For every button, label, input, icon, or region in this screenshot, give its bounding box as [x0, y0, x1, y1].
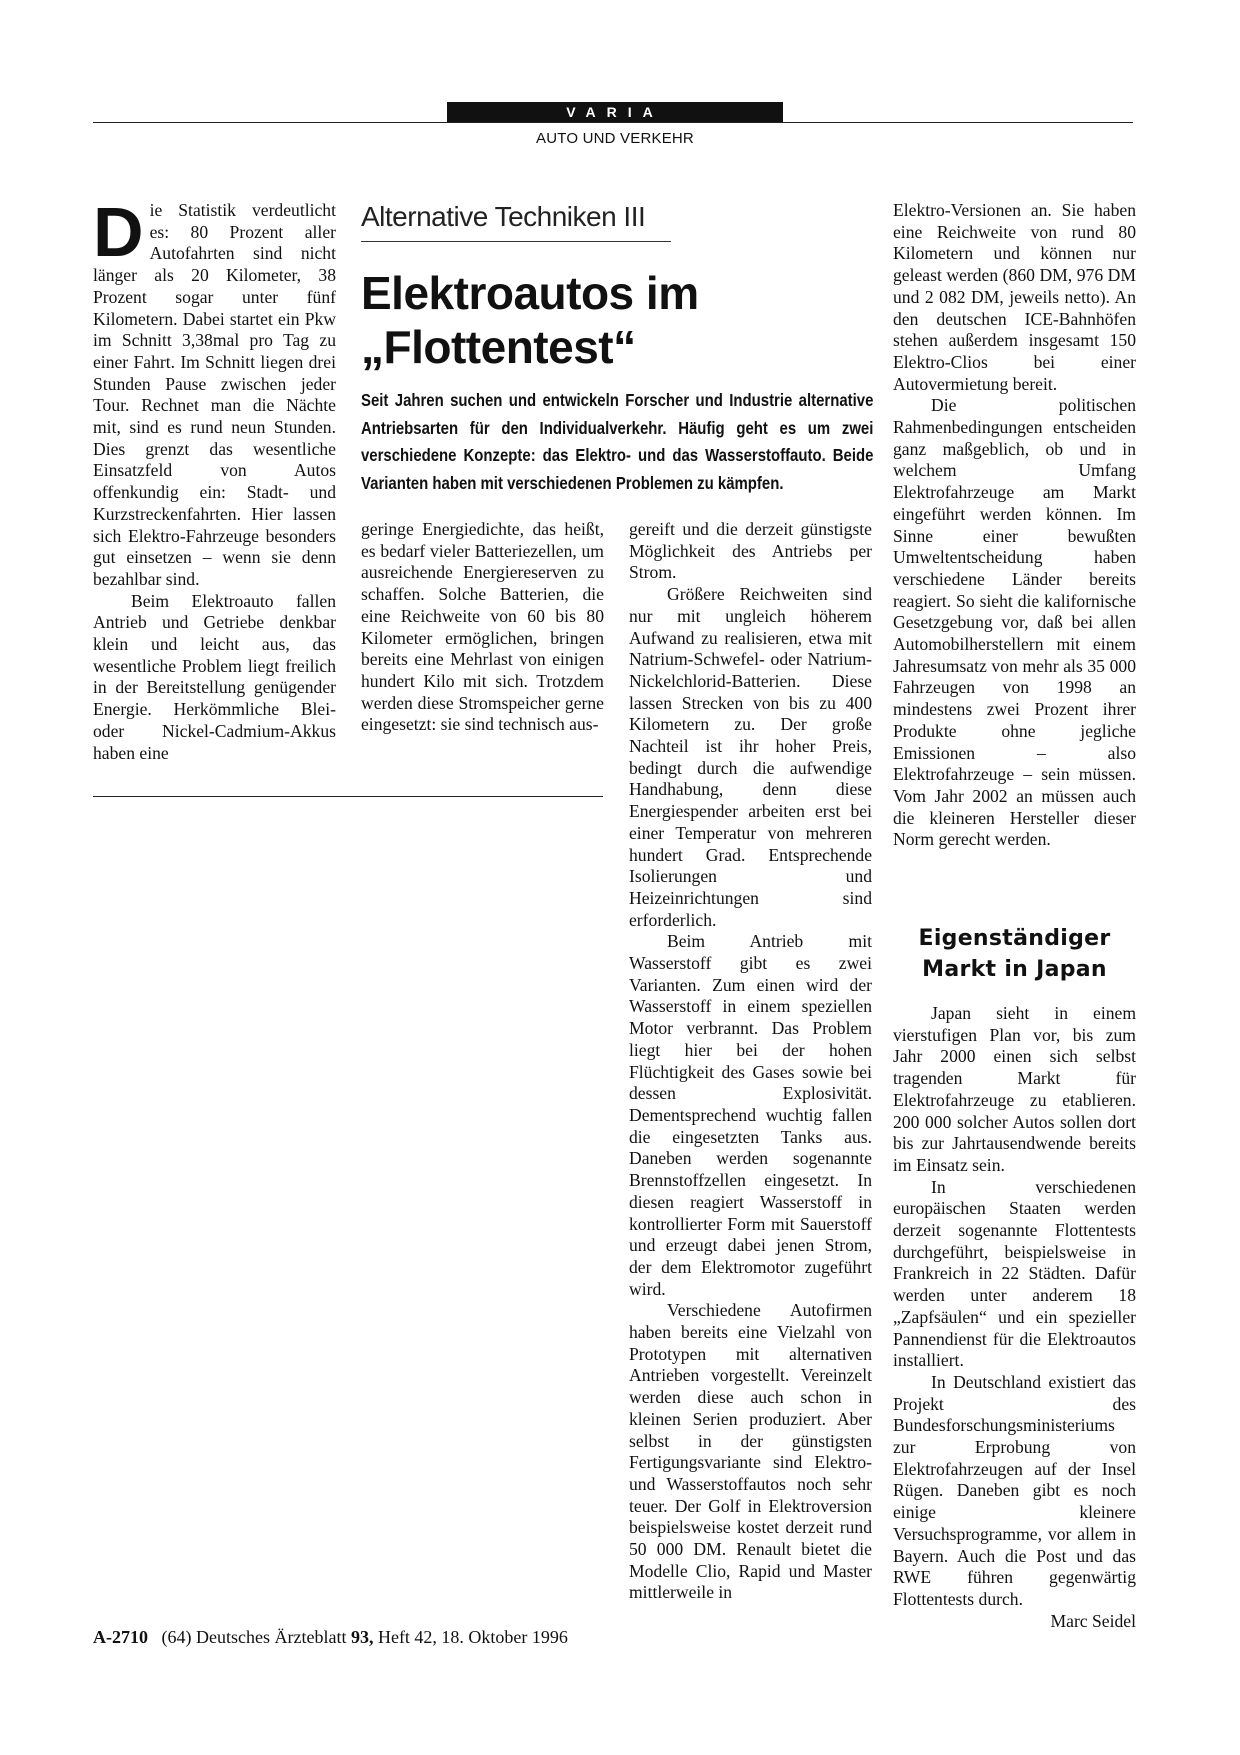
body-paragraph: Beim Elektroauto fallen Antrieb und Getriebe denkbar klein und leicht aus, das wesentliche Problem liegt freilich in der Bereitstellung genügender Energie. Herkömmliche Blei- oder Nickel-Cadmium-Akkus haben eine: [93, 590, 336, 763]
page-number: (64): [161, 1627, 192, 1647]
body-paragraph: In verschiedenen europäischen Staaten werden derzeit sogenannte Flottentests durchgeführt, beispielsweise in Frankreich in 22 Städten. Dafür werden unter anderem 18 „Zapfsäulen“ und ein spezieller Pannendienst für die Elektroautos installiert.: [893, 1176, 1136, 1371]
article-lead: Seit Jahren suchen und entwickeln Forscher und Industrie alternative Antriebsarten für den Individualverkehr. Häufig geht es um zwei verschiedene Konzepte: das Elektro- und das Wasserstoffauto. Beide Varianten haben mit verschiedenen Problemen zu kämpfen.: [361, 390, 874, 493]
article-column-4-continued: [893, 1003, 1136, 1632]
page-footer: [93, 1627, 568, 1648]
article-column-1: [93, 193, 336, 764]
column-divider-rule: [93, 796, 603, 797]
body-paragraph: Elektro-Versionen an. Sie haben eine Reichweite von rund 80 Kilometern und können nur geleast werden (860 DM, 976 DM und 2 082 DM, jeweils netto). An den deutschen ICE-Bahnhöfen stehen außerdem insgesamt 150 Elektro-Clios bei einer Autovermietung bereit.: [893, 200, 1136, 394]
body-paragraph: Verschiedene Autofirmen haben bereits eine Vielzahl von Prototypen mit alternativen Antrieben vorgestellt. Vereinzelt werden diese auch schon in kleinen Serien produziert. Aber selbst in der günstigsten Fertigungsvariante sind Elektro- und Wasserstoffautos noch sehr teuer. Der Golf in Elektroversion beispielsweise kostet derzeit rund 50 000 DM. Renault bietet die Modelle Clio, Rapid und Master mittlerweile in: [629, 1300, 872, 1603]
drop-cap: D: [93, 193, 144, 271]
journal-issue: Heft 42, 18. Oktober 1996: [377, 1627, 568, 1647]
header-rule: [93, 122, 1133, 123]
kicker-rule: [361, 241, 671, 242]
journal-name: Deutsches Ärzteblatt: [196, 1627, 347, 1647]
article-column-3: [629, 519, 872, 1604]
closing-paragraph: [893, 1371, 1136, 1631]
article-subheading: [893, 923, 1136, 985]
body-paragraph: Die politischen Rahmenbedingungen entscheiden ganz maßgeblich, ob und in welchem Umfang Elektrofahrzeuge am Markt eingeführt werden können. Im Sinne einer bewußten Umweltentscheidung haben verschiedene Länder bereits reagiert. So sieht die kalifornische Gesetzgebung vor, daß bei allen Automobilherstellern mit einem Jahresumsatz von mehr als 35 000 Fahrzeugen von 1998 an mindestens zwei Prozent ihrer Produkte ohne jegliche Emissionen – also Elektrofahrzeuge – sein müssen. Vom Jahr 2002 an müssen auch die kleineren Hersteller dieser Norm gerecht werden.: [893, 395, 1136, 850]
article-headline: [361, 266, 871, 374]
page-code: A-2710: [93, 1627, 148, 1647]
intro-paragraph: [93, 193, 336, 591]
headline-line-1: Elektroautos im: [361, 267, 699, 319]
section-subtitle: AUTO UND VERKEHR: [536, 130, 694, 147]
body-paragraph: Japan sieht in einem vierstufigen Plan vor, bis zum Jahr 2000 einen sich selbst tragenden Markt für Elektrofahrzeuge zu etablieren. 200 000 solcher Autos sollen dort bis zur Jahrtausendwende bereits im Einsatz sein.: [893, 1003, 1136, 1175]
subheading-line-1: Eigenständiger: [918, 926, 1111, 951]
section-banner: VARIA: [447, 102, 783, 123]
body-paragraph: Beim Antrieb mit Wasserstoff gibt es zwei Varianten. Zum einen wird der Wasserstoff in einem speziellen Motor verbrannt. Das Problem liegt hier bei der hohen Flüchtigkeit des Gases sowie bei dessen Explosivität. Dementsprechend wuchtig fallen die eingesetzten Tanks aus. Daneben werden sogenannte Brennstoffzellen eingesetzt. In diesen reagiert Wasserstoff in kontrollierter Form mit Sauerstoff und erzeugt dabei jenen Strom, der dem Elektromotor zugeführt wird.: [629, 931, 872, 1299]
closing-text: In Deutschland existiert das Projekt des Bundesforschungsministeriums zur Erprobung von Elektrofahrzeugen auf der Insel Rügen. Daneben gibt es noch einige kleinere Versuchsprogramme, vor allem in Bayern. Auch die Post und das RWE führen gegenwärtig Flottentests durch.: [893, 1371, 1136, 1609]
journal-volume: 93,: [350, 1627, 374, 1647]
article-column-2: [361, 519, 604, 736]
body-paragraph: Größere Reichweiten sind nur mit ungleich höherem Aufwand zu realisieren, etwa mit Natrium-Schwefel- oder Natrium-Nickelchlorid-Batterien. Diese lassen Strecken von bis zu 400 Kilometern zu. Der große Nachteil ist ihr hoher Preis, bedingt durch die aufwendige Handhabung, denn diese Energiespender arbeiten erst bei einer Temperatur von mehreren hundert Grad. Entsprechende Isolierungen und Heizeinrichtungen sind erforderlich.: [629, 584, 872, 930]
intro-text: ie Statistik verdeutlicht es: 80 Prozent aller Autofahrten sind nicht länger als 20 Kilometer, 38 Prozent sogar unter fünf Kilometern. Dabei startet ein Pkw im Schnitt 3,38mal pro Tag zu einer Fahrt. Im Schnitt liegen drei Stunden Pause zwischen jeder Tour. Rechnet man die Nächte mit, sind es rund neun Stunden. Dies grenzt das wesentliche Einsatzfeld von Autos offenkundig ein: Stadt- und Kurzstreckenfahrten. Hier lassen sich Elektro-Fahrzeuge besonders gut einsetzen – wenn sie denn bezahlbar sind.: [93, 200, 336, 589]
article-kicker: Alternative Techniken III: [361, 201, 646, 232]
body-paragraph: geringe Energiedichte, das heißt, es bedarf vieler Batteriezellen, um ausreichende Energiereserven zu schaffen. Solche Batterien, die eine Reichweite von 60 bis 80 Kilometer ermöglichen, bringen bereits eine Mehrlast von einigen hundert Kilo mit sich. Trotzdem werden diese Stromspeicher gerne eingesetzt: sie sind technisch aus-: [361, 519, 604, 735]
article-column-4: [893, 200, 1136, 851]
headline-line-2: „Flottentest“: [361, 321, 636, 373]
author-byline: Marc Seidel: [1050, 1610, 1136, 1631]
subheading-line-2: Markt in Japan: [922, 957, 1107, 982]
body-paragraph: gereift und die derzeit günstigste Möglichkeit des Antriebs per Strom.: [629, 519, 872, 583]
